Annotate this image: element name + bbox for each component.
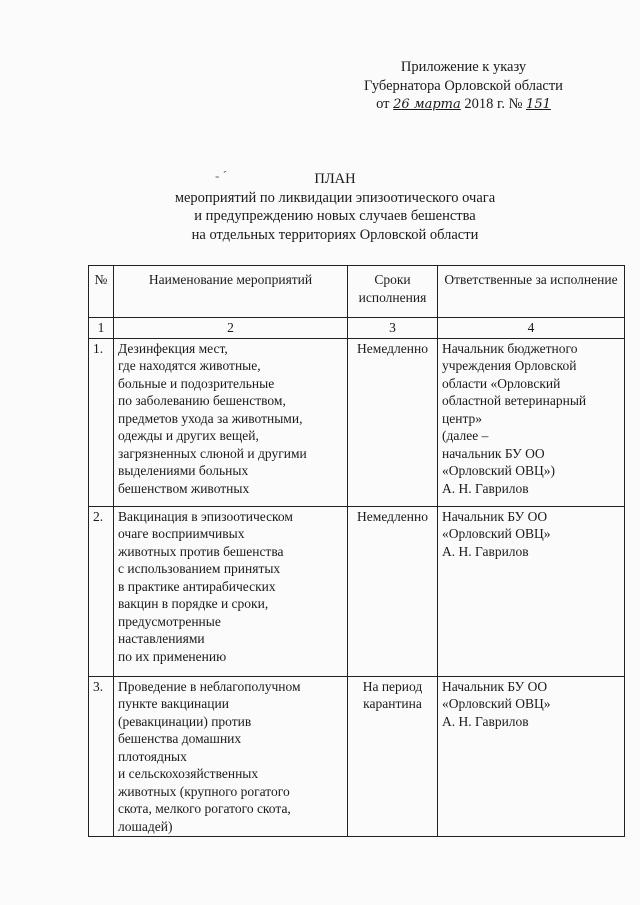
plan-table bbox=[88, 265, 625, 837]
appendix-header bbox=[336, 58, 591, 115]
row-responsible: Начальник бюджетного учреждения Орловской области «Орловский областной ветеринарный центр» (далее – начальник БУ ОО «Орловский ОВЦ») А. Н. Гаврилов bbox=[438, 338, 625, 506]
column-number: 2 bbox=[114, 318, 348, 339]
row-number: 1. bbox=[89, 338, 114, 506]
row-term: Немедленно bbox=[348, 506, 438, 676]
column-number-row bbox=[89, 318, 625, 339]
header-term: Сроки исполнения bbox=[348, 266, 438, 318]
table-header-row bbox=[89, 266, 625, 318]
row-responsible: Начальник БУ ОО «Орловский ОВЦ» А. Н. Гаврилов bbox=[438, 506, 625, 676]
header-responsible: Ответственные за исполнение bbox=[438, 266, 625, 318]
year-text: 2018 г. № bbox=[464, 96, 523, 112]
scan-mark: ‐ ´ bbox=[215, 168, 227, 183]
handwritten-date: 26 марта bbox=[393, 97, 461, 112]
title-line-3: на отдельных территориях Орловской области bbox=[191, 226, 479, 243]
title-heading: ПЛАН bbox=[314, 171, 356, 187]
row-number: 3. bbox=[89, 676, 114, 837]
row-term: На период карантина bbox=[348, 676, 438, 837]
row-responsible: Начальник БУ ОО «Орловский ОВЦ» А. Н. Гаврилов bbox=[438, 676, 625, 837]
row-activity: Проведение в неблагополучном пункте вакцинации (ревакцинации) против бешенства домашних плотоядных и сельскохозяйственных животных (крупного рогатого скота, мелкого рогатого скота, лошадей) bbox=[114, 676, 348, 837]
row-activity: Дезинфекция мест, где находятся животные, больные и подозрительные по заболеванию бешенством, предметов ухода за животными, одежды и других вещей, загрязненных слюной и другими выделениями больных бешенством животных bbox=[114, 338, 348, 506]
table-row bbox=[89, 506, 625, 676]
title-line-2: и предупреждению новых случаев бешенства bbox=[194, 208, 476, 224]
column-number: 3 bbox=[348, 318, 438, 339]
appendix-date-line bbox=[336, 95, 591, 115]
row-activity: Вакцинация в эпизоотическом очаге восприимчивых животных против бешенства с использованием принятых в практике антирабических вакцин в порядке и сроки, предусмотренные наставлениями по их применению bbox=[114, 506, 348, 676]
table-row bbox=[89, 676, 625, 837]
column-number: 4 bbox=[438, 318, 625, 339]
date-prefix: от bbox=[376, 96, 390, 112]
header-num: № bbox=[89, 266, 114, 318]
header-activity: Наименование мероприятий bbox=[114, 266, 348, 318]
table-row bbox=[89, 338, 625, 506]
title-line-1: мероприятий по ликвидации эпизоотического очага bbox=[174, 189, 496, 206]
row-number: 2. bbox=[89, 506, 114, 676]
appendix-line-2: Губернатора Орловской области bbox=[364, 77, 563, 94]
column-number: 1 bbox=[89, 318, 114, 339]
appendix-line-1: Приложение к указу bbox=[400, 59, 527, 75]
row-term: Немедленно bbox=[348, 338, 438, 506]
document-title bbox=[150, 170, 520, 244]
handwritten-number: 151 bbox=[526, 97, 551, 112]
